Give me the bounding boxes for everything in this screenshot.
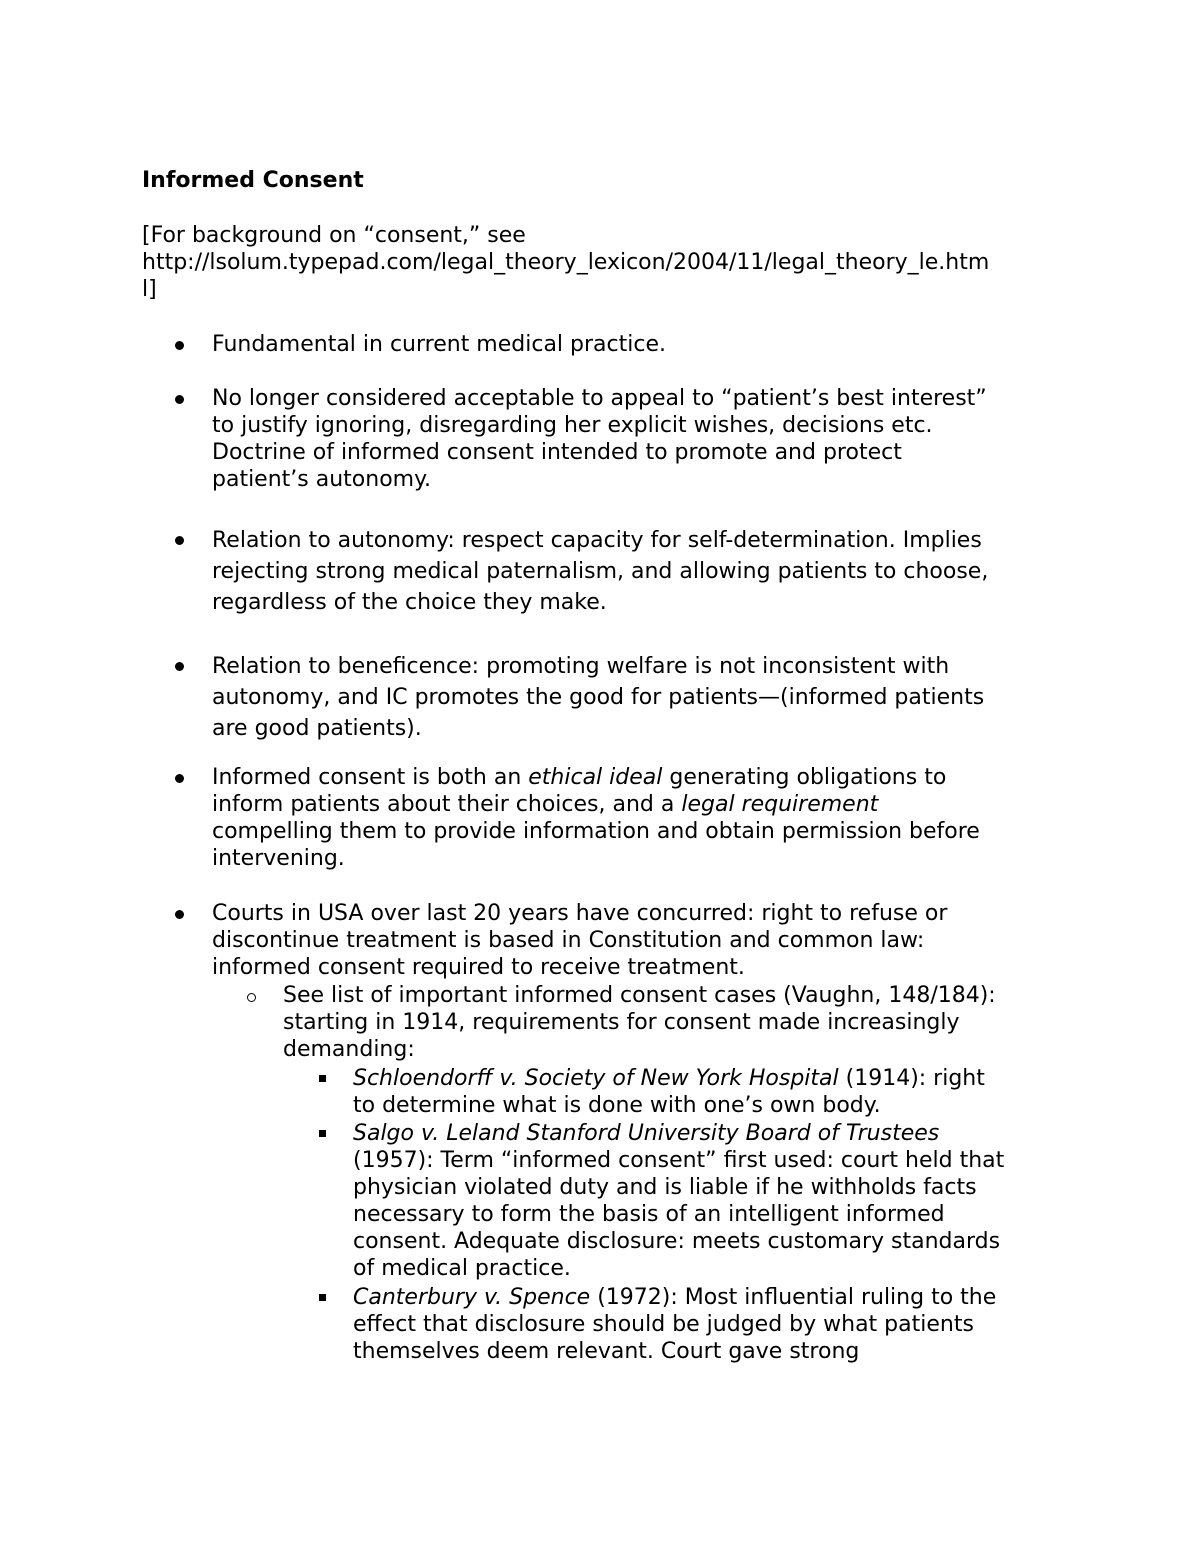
bullet-item-2: No longer considered acceptable to appeal to “patient’s best interest” to justify ignoring, disregarding her explicit wishes, decisions etc. Doctrine of informed consent intended to promote and protect patient’s autonomy.: [212, 386, 987, 492]
bullet-item-5: [212, 764, 1072, 872]
background-note-text: [For background on “consent,” see: [142, 223, 526, 248]
document-title: Informed Consent: [142, 168, 364, 193]
sub-bullet-circle: [247, 993, 256, 1002]
bullet-item-3: Relation to autonomy: respect capacity for self-determination. Implies rejecting strong medical paternalism, and allowing patients to choose, regardless of the choice they make.: [212, 528, 989, 615]
bullet-disc: [175, 774, 184, 783]
case-name: Schloendorff v. Society of New York Hospital: [353, 1066, 839, 1091]
case-description: (1957): Term “informed consent” first used: court held that physician violated duty and is liable if he withholds facts necessary to form the basis of an intelligent informed consent. Adequate disclosure: meets customary standards of medical practice.: [353, 1148, 1005, 1281]
sub-bullet-item: See list of important informed consent cases (Vaughn, 148/184): starting in 1914, requirements for consent made increasingly demanding:: [283, 983, 996, 1062]
bullet-5-ethical-ideal: ethical ideal: [528, 765, 663, 790]
case-description: (1914): right to determine what is done with one’s own body.: [353, 1066, 985, 1118]
bullet-5-legal-requirement: legal requirement: [681, 792, 879, 817]
bullet-disc: [175, 662, 184, 671]
case-description: (1972): Most influential ruling to the effect that disclosure should be judged by what patients themselves deem relevant. Court gave strong: [353, 1285, 997, 1364]
bullet-item-4: Relation to beneficence: promoting welfare is not inconsistent with autonomy, and IC promotes the good for patients—(informed patients are good patients).: [212, 654, 985, 741]
bullet-5-text-a: Informed consent is both an: [212, 765, 529, 790]
case-item-2: [353, 1120, 1073, 1282]
case-bullet-square: [319, 1130, 326, 1137]
case-bullet-square: [319, 1294, 326, 1301]
background-url-end: l]: [142, 277, 157, 302]
bullet-5-text-b: generating obligations to inform patients about their choices, and a: [212, 765, 947, 817]
case-item-3: [353, 1284, 1073, 1365]
bullet-disc: [175, 341, 184, 350]
bullet-5-text-c: compelling them to provide information and obtain permission before intervening.: [212, 819, 980, 871]
case-name: Canterbury v. Spence: [353, 1285, 591, 1310]
bullet-disc: [175, 395, 184, 404]
case-name: Salgo v. Leland Stanford University Board of Trustees: [353, 1121, 940, 1146]
bullet-item-1: Fundamental in current medical practice.: [212, 332, 666, 357]
background-url: http://lsolum.typepad.com/legal_theory_lexicon/2004/11/legal_theory_le.htm: [142, 250, 990, 275]
bullet-disc: [175, 910, 184, 919]
case-bullet-square: [319, 1075, 326, 1082]
background-note: [142, 222, 1072, 303]
bullet-item-6: Courts in USA over last 20 years have concurred: right to refuse or discontinue treatment is based in Constitution and common law: informed consent required to receive treatment.: [212, 901, 948, 980]
bullet-disc: [175, 536, 184, 545]
case-item-1: [353, 1065, 1073, 1119]
